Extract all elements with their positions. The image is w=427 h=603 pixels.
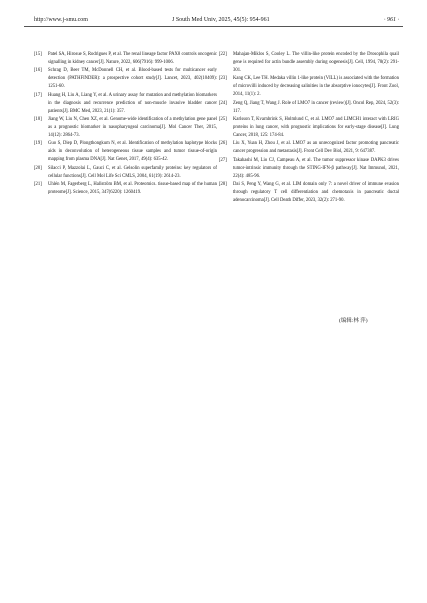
reference-number: [24] xyxy=(219,100,227,106)
reference-entry xyxy=(219,100,399,116)
reference-text: Zeng Q, Jiang T, Wang J. Role of LMO7 in cancer (review)[J]. Oncol Rep, 2024, 52(3): 117. xyxy=(233,100,399,114)
reference-text: Guo S, Diep D, Plongthongkum N, et al. Identification of methylation haplotype blocks aids in deconvolution of heterogeneous tissue samples and tumor tissue-of-origin mapping from plasma DNA[J]. Nat Genet, 2017, 49(4): 635-42. xyxy=(48,141,217,163)
reference-number: [22] xyxy=(219,52,227,57)
reference-entry xyxy=(34,181,217,197)
reference-entry xyxy=(34,140,217,164)
reference-column-left xyxy=(34,51,217,197)
reference-text: Silacci P, Mazzolai L, Gauci C, et al. Gelsolin superfamily proteins: key regulators of cellular functions[J]. Cell Mol Life Sci CMLS, 2004, 61(19): 2614-23. xyxy=(48,165,217,179)
reference-number: [18] xyxy=(34,117,42,123)
reference-number: [25] xyxy=(219,117,227,123)
reference-text: Liu X, Yuan H, Zhou J, et al. LMO7 as an unrecognized factor promoting pancreatic cancer progression and metastasis[J]. Front Cell Dev Biol, 2021, 9: 647387. xyxy=(233,141,399,155)
reference-entry xyxy=(219,51,399,75)
reference-column-right xyxy=(219,51,399,205)
reference-number: [21] xyxy=(34,182,42,188)
reference-entry xyxy=(219,75,399,99)
reference-text: Dai S, Peng Y, Wang G, et al. LIM domain only 7: a novel driver of immune evasion through regulatory T cell differentiation and chemotaxis in pancreatic ductal adenocarcinoma[J]. Cell Death Differ, 2023, 32(2): 271-90. xyxy=(233,182,399,203)
reference-number: [16] xyxy=(34,68,42,74)
reference-text: Takahashi M, Lio CJ, Campeau A, et al. The tumor suppressor kinase DAPK3 drives tumor-intrinsic immunity through the STING-IFN-β pathway[J]. Nat Immunol, 2021, 22(4): 485-96. xyxy=(233,157,399,179)
reference-text: Karlsson T, Kvarnbrink S, Holmlund C, et al. LMO7 and LIMCH1 interact with LRIG proteins in lung cancer, with prognostic implications for early-stage disease[J]. Lung Cancer, 2018, 125: 174-84. xyxy=(233,117,399,138)
reference-number: [28] xyxy=(219,182,227,188)
journal-url[interactable]: http://www.j-smu.com xyxy=(34,17,88,23)
editor-credit: (编辑:林 萍) xyxy=(339,318,368,324)
reference-text: Mahajan-Miklos S, Cooley L. The villin-like protein encoded by the Drosophila quail gene is required for actin bundle assembly during oogenesis[J]. Cell, 1994, 78(2): 291-301. xyxy=(233,52,399,73)
reference-entry xyxy=(34,51,217,67)
reference-entry xyxy=(34,92,217,116)
reference-number: [27] xyxy=(219,157,227,163)
reference-number: [15] xyxy=(34,52,42,57)
reference-number: [19] xyxy=(34,141,42,147)
reference-number: [17] xyxy=(34,92,42,98)
reference-number: [26] xyxy=(219,141,227,147)
reference-entry xyxy=(219,116,399,140)
reference-entry xyxy=(34,116,217,140)
reference-entry xyxy=(219,140,399,156)
reference-text: Jiang W, Liu N, Chen XZ, et al. Genome-wide identification of a methylation gene panel as a prognostic biomarker in nasopharyngeal carcinoma[J]. Mol Cancer Ther, 2015, 14(12): 2864-73. xyxy=(48,117,217,138)
reference-number: [23] xyxy=(219,76,227,82)
reference-text: Kang CK, Lee TH. Medaka villin 1-like protein (VILL) is associated with the formation of microvilli induced by decreasing salinities in the absorptive ionocytes[J]. Front Zool, 2014, 11(1): 2. xyxy=(233,76,399,98)
journal-citation: J South Med Univ, 2025, 45(5): 954-961 xyxy=(172,17,270,23)
reference-entry xyxy=(34,165,217,181)
reference-text: Huang H, Liu A, Liang Y, et al. A urinary assay for mutation and methylation biomarkers in the diagnosis and recurrence prediction of non-muscle invasive bladder cancer patients[J]. BMC Med, 2023, 21(1): 357. xyxy=(48,92,217,114)
reference-text: Patel SA, Hirosue S, Rodrigues P, et al. The renal lineage factor PAX8 controls oncogenic signalling in kidney cancer[J]. Nature, 2022, 606(7916): 999-1006. xyxy=(48,52,217,65)
reference-text: Schrag D, Beer TM, McDonnell CH, et al. Blood-based tests for multicancer early detection (PATHFINDER): a prospective cohort study[J]. Lancet, 2023, 402(10409): 1251-60. xyxy=(48,68,217,90)
reference-entry xyxy=(219,157,399,181)
reference-text: Uhlén M, Fagerberg L, Hallström BM, et al. Proteomics. tissue-based map of the human proteome[J]. Science, 2015, 347(6220): 1260419. xyxy=(48,182,217,195)
running-header xyxy=(24,14,403,27)
page-number: · 961 · xyxy=(384,17,399,23)
reference-entry xyxy=(34,67,217,91)
reference-number: [20] xyxy=(34,165,42,171)
reference-entry xyxy=(219,181,399,205)
